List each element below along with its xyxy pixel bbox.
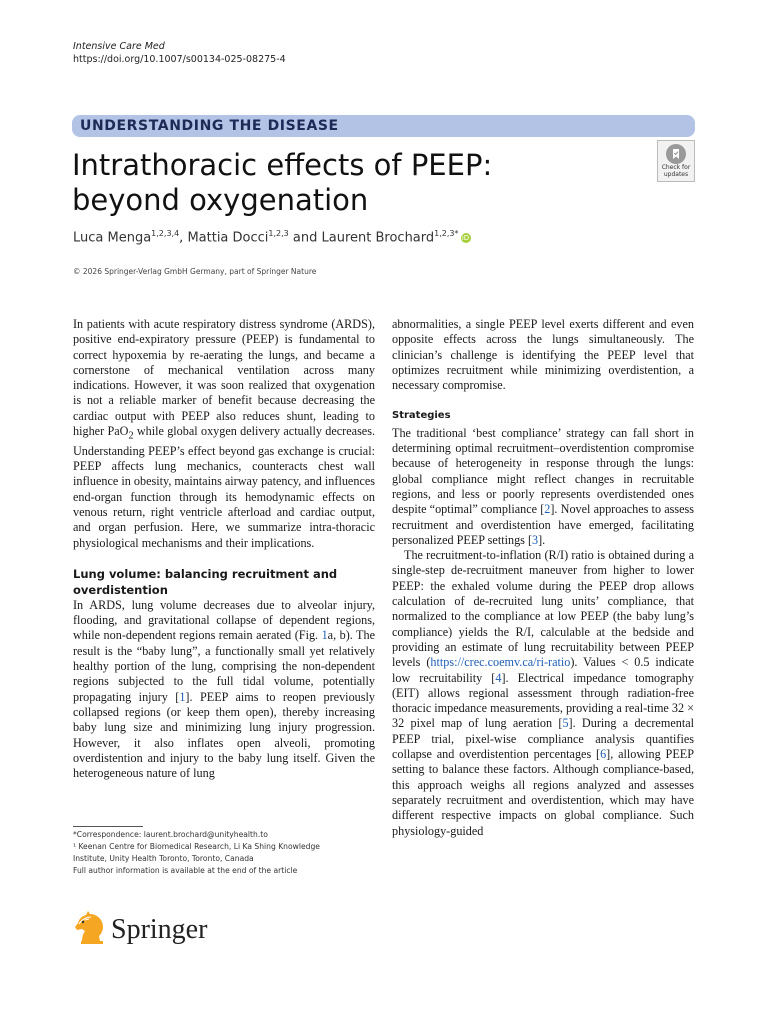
section-banner <box>72 115 695 137</box>
check-line-1: Check for <box>661 164 691 171</box>
citation-link[interactable]: 2 <box>544 502 551 517</box>
citation-link[interactable]: 4 <box>495 670 502 685</box>
citation-link[interactable]: 5 <box>562 716 569 731</box>
right-column <box>392 317 694 839</box>
citation-link[interactable]: 1 <box>179 689 186 704</box>
author-name[interactable]: Luca Menga <box>73 230 152 246</box>
text-run: ]. Electrical impedance tomography (EIT) allows regional assessment through radiation-free thoracic impedance measurements, providing a real-time 32 × 32 pixel map of lung aeration [ <box>392 670 694 731</box>
author-affiliation: 1,2,3* <box>434 229 459 238</box>
author-info-footnote: Full author information is available at the end of the article <box>73 866 298 875</box>
footnotes <box>73 829 373 877</box>
section-heading: Lung volume: balancing recruitment and overdistention <box>73 566 338 597</box>
article-title <box>72 148 592 218</box>
publisher-name: Springer <box>111 914 208 945</box>
subsection-heading: Strategies <box>392 410 451 422</box>
text-run: a, b). The result is the “baby lung”, a functionally small yet relatively healthy portion of the lung, comprising the non-dependent regions subjected to the full tidal volume, potentially propagating injury [ <box>73 628 375 704</box>
text-run: In ARDS, lung volume decreases due to alveolar injury, flooding, and gravitational collapse of dependent regions, while non-dependent regions remain aerated (Fig. <box>73 597 375 643</box>
ri-ratio-link[interactable]: https://crec.coemv.ca/ri-ratio <box>430 655 571 670</box>
author-list: Luca Menga$^{1,2,3,4}$, Mattia Docci$^{1,2,3}$ and Laurent Brochard$^{1,2,3*}$ iD <box>73 229 470 246</box>
text-run: ]. During a decremental PEEP trial, pixel-wise compliance analysis quantifies collapse and overdistention percentages [ <box>392 716 694 762</box>
section-banner-label: UNDERSTANDING THE DISEASE <box>80 118 339 134</box>
text-run: In patients with acute respiratory distress syndrome (ARDS), positive end-expiratory pressure (PEEP) is fundamental to correct hypoxemia by re-aerating the lungs, and became a cornerstone of mechanical ventilation across many indications. However, it was soon realized that oxygenation is not a reliable marker of benefit because decreasing the cardiac output with PEEP also reduces shunt, leading to higher PaO <box>73 317 375 439</box>
citation-link[interactable]: 6 <box>600 747 607 762</box>
footnote-divider <box>73 826 143 827</box>
copyright-line: © 2026 Springer-Verlag GmbH Germany, part of Springer Nature <box>73 267 317 276</box>
check-for-updates-badge[interactable] <box>657 140 695 182</box>
title-line-2: beyond oxygenation <box>72 183 369 217</box>
orcid-icon[interactable]: iD <box>461 233 470 242</box>
text-run: ). Values < 0.5 indicate low recruitability [ <box>392 655 694 685</box>
body-paragraph <box>392 426 694 548</box>
body-paragraph: abnormalities, a single PEEP level exerts different and even opposite effects across the lungs simultaneously. The clinician’s challenge is identifying the PEEP level that optimizes recruitment while minimizing overdistention, a necessary compromise. <box>392 317 694 393</box>
author-conjunction: and <box>292 230 318 246</box>
author-affiliation: 1,2,3,4 <box>151 229 180 238</box>
text-run: The traditional ‘best compliance’ strategy can fall short in determining optimal recruitment–overdistention compromise because of heterogeneity in response through the lungs: global compliance might reflect changes in recruitable regions, and less or poorly represents overdistended ones despite “optimal” compliance [ <box>392 425 694 517</box>
left-column <box>73 317 375 781</box>
journal-name: Intensive Care Med <box>73 41 165 52</box>
text-run: The recruitment-to-inflation (R/I) ratio is obtained during a single-step de-recruitment maneuver from higher to lower PEEP: the exhaled volume during the PEEP drop allows calculation of de-recruited lung units’ compliance, that normalized to the compliance at low PEEP (the baby lung’s compliance) yields the R/I, calculable at the bedside and providing an estimate of lung recruitability between PEEP levels ( <box>392 548 694 670</box>
text-run: while global oxygen delivery actually decreases. Understanding PEEP’s effect beyond gas exchange is crucial: PEEP affects lung mechanics, counteracts chest wall influence in obesity, maintains airway patency, and influences end-organ function through its hemodynamic effects on venous return, right ventricle afterload and cardiac output, and organ perfusion. Here, we summarize intra-thoracic physiological mechanisms and their implications. <box>73 424 376 550</box>
check-for-updates-label <box>658 165 694 178</box>
affiliation-footnote: ¹ Keenan Centre for Biomedical Research, Li Ka Shing Knowledge <box>73 842 320 851</box>
author-name[interactable]: Laurent Brochard <box>321 230 435 246</box>
text-run: ], allowing PEEP setting to balance these factors. Although compliance-based, this approach weighs all regions analyzed and assesses separately recruitment and overdistention, which may have different respective impacts on global compliance. Such physiology-guided <box>392 747 694 838</box>
subscript: 2 <box>128 430 134 442</box>
title-line-1: Intrathoracic effects of PEEP: <box>72 148 493 182</box>
author-affiliation: 1,2,3 <box>268 229 289 238</box>
text-run: ]. <box>538 532 546 547</box>
citation-link[interactable]: 3 <box>532 532 539 547</box>
doi-link[interactable]: https://doi.org/10.1007/s00134-025-08275-4 <box>73 54 286 65</box>
affiliation-footnote: Institute, Unity Health Toronto, Toronto, Canada <box>73 854 254 863</box>
text-run: ]. Novel approaches to assess recruitment and overdistention have emerged, facilitating personalized PEEP settings [ <box>392 502 694 547</box>
check-line-2: updates <box>663 170 689 178</box>
author-name[interactable]: Mattia Docci <box>187 230 269 246</box>
bookmark-check-icon <box>666 144 686 164</box>
correspondence-footnote[interactable]: *Correspondence: laurent.brochard@unityhealth.to <box>73 830 268 839</box>
intro-paragraph <box>73 317 375 551</box>
figure-link[interactable]: 1 <box>321 628 328 643</box>
body-paragraph <box>73 598 375 782</box>
text-run: ]. PEEP aims to reopen previously collapsed regions (or keep them open), thereby increasing baby lung size and minimizing lung injury progression. However, it also inflates open alveoli, promoting overdistention and injury to the baby lung itself. Given the heterogeneous nature of lung <box>73 689 375 781</box>
body-paragraph <box>392 548 694 839</box>
